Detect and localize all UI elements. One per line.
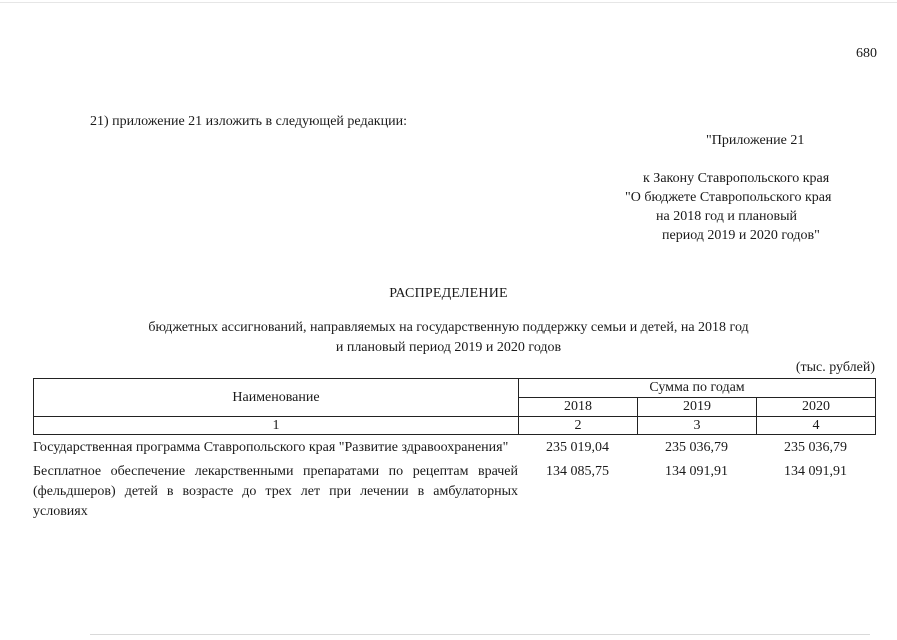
header-name: Наименование [34,379,519,417]
table-row [33,462,875,522]
col-number-2: 2 [519,417,638,435]
row-value-2020: 235 036,79 [784,440,847,455]
row-value-2019: 134 091,91 [665,464,728,479]
document-title: РАСПРЕДЕЛЕНИЕ [389,286,508,301]
row-name: Бесплатное обеспечение лекарственными препаратами по рецептам врачей (фельдшеров) детей в возрасте до трех лет при лечении в амбулаторных условиях [33,464,518,519]
row-name: Государственная программа Ставропольского края "Развитие здравоохранения" [33,440,509,455]
annex-line-2: к Закону Ставропольского края [643,171,830,186]
budget-table-header [33,378,876,435]
annex-line-1: "Приложение 21 [706,133,805,148]
header-year-2018: 2018 [519,398,638,417]
subtitle-line-1: бюджетных ассигнований, направляемых на государственную поддержку семьи и детей, на 2018 год [148,320,749,335]
annex-line-4: на 2018 год и плановый [656,209,798,224]
row-value-2019: 235 036,79 [665,440,728,455]
row-value-2020: 134 091,91 [784,464,847,479]
col-number-4: 4 [757,417,876,435]
scan-edge-bottom [90,634,870,635]
row-value-2018: 134 085,75 [546,464,609,479]
page-number: 680 [856,46,877,61]
subtitle-line-2: и плановый период 2019 и 2020 годов [335,340,562,355]
scan-edge-top [0,2,897,3]
document-subtitle [0,318,897,358]
annex-line-5: период 2019 и 2020 годов" [662,228,820,243]
row-value-2018: 235 019,04 [546,440,609,455]
annex-line-3: "О бюджете Ставропольского края [625,190,832,205]
header-year-2020: 2020 [757,398,876,417]
col-number-3: 3 [638,417,757,435]
table-row [33,438,875,458]
col-number-1: 1 [34,417,519,435]
intro-text: 21) приложение 21 изложить в следующей редакции: [90,114,407,129]
header-year-2019: 2019 [638,398,757,417]
units-label: (тыс. рублей) [795,360,875,375]
header-sum-by-years: Сумма по годам [519,379,876,398]
budget-table-body [33,438,875,522]
